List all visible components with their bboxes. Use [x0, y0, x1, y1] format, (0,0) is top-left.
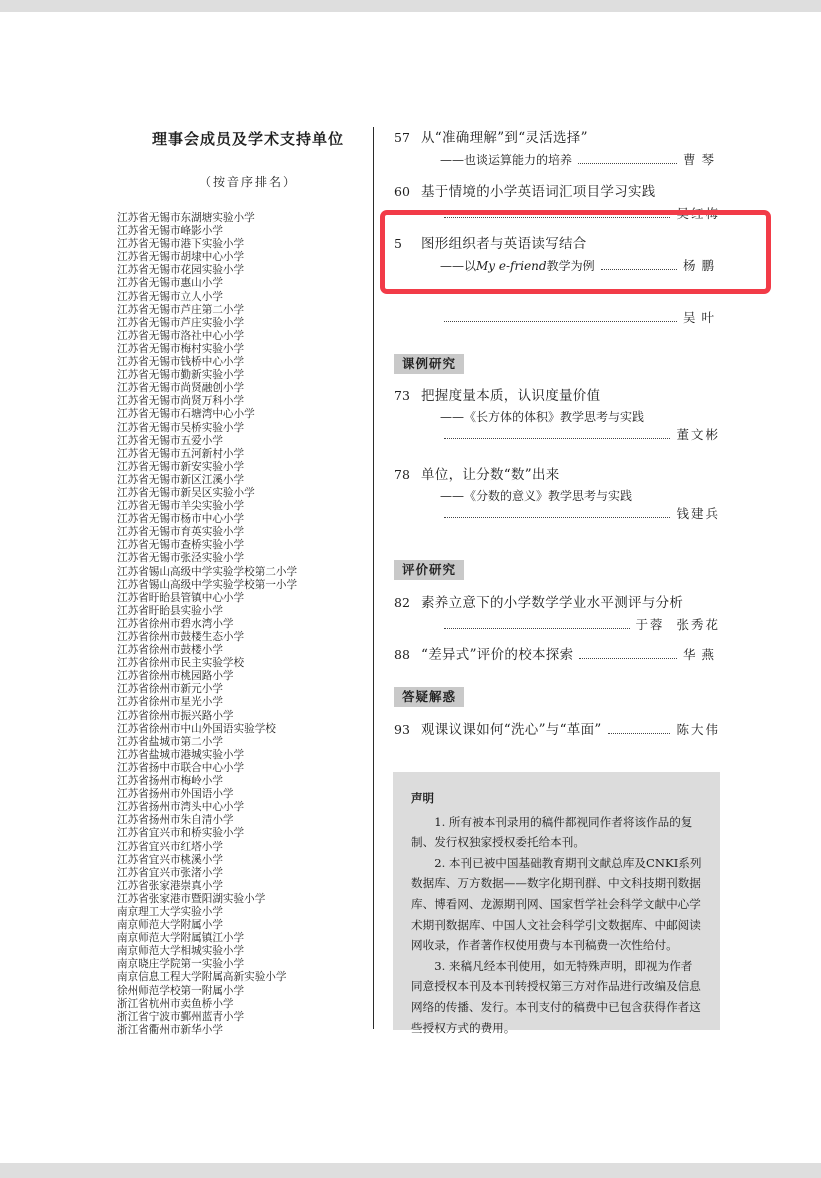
toc-author: 杨鹏	[682, 258, 720, 273]
leader-dots	[444, 517, 670, 518]
member-unit-item: 江苏省扬州市朱自清小学	[117, 814, 234, 827]
member-unit-item: 江苏省无锡市新吴区实验小学	[117, 486, 255, 499]
member-unit-item: 江苏省无锡市五河新村小学	[117, 447, 245, 460]
member-unit-item: 江苏省无锡市石塘湾中心小学	[117, 408, 255, 421]
member-unit-item: 江苏省徐州市星光小学	[117, 696, 223, 709]
member-unit-item: 南京师范大学相城实验小学	[117, 945, 245, 958]
member-unit-item: 江苏省宜兴市张渚小学	[117, 866, 223, 879]
toc-author: 于蓉 张秀花	[635, 617, 720, 632]
member-unit-item: 江苏省无锡市洛社中心小学	[117, 329, 245, 342]
member-unit-item: 江苏省宜兴市红塔小学	[117, 840, 223, 853]
column-divider	[373, 127, 374, 1029]
member-unit-item: 南京理工大学实验小学	[117, 905, 223, 918]
toc-subtitle: ——《长方体的体积》教学思考与实践	[440, 410, 645, 424]
toc-entry-78[interactable]	[394, 463, 720, 526]
member-units-list	[117, 212, 367, 1037]
member-unit-item: 江苏省锡山高级中学实验学校第一小学	[117, 578, 298, 591]
toc-author: 吴红梅	[676, 206, 720, 221]
toc-title: 从“准确理解”到“灵活选择”	[421, 130, 588, 146]
toc-entry-88[interactable]	[394, 643, 720, 667]
section-header-assessment-study: 评价研究	[394, 560, 464, 580]
toc-entry-57[interactable]	[394, 126, 720, 168]
member-unit-item: 江苏省无锡市新区江溪小学	[117, 473, 245, 486]
notice-paragraph-2: 2. 本刊已被中国基础教育期刊文献总库及CNKI系列数据库、万方数据——数字化期刊群、中文科技期刊数据库、博看网、龙源期刊网、国家哲学社会科学文献中心学术期刊数据库、中国人文社会科学引文数据库、中邮阅读网收录，作者著作权使用费与本刊稿费一次性给付。	[411, 855, 702, 953]
member-unit-item: 江苏省无锡市芦庄实验小学	[117, 316, 245, 329]
leader-dots	[444, 628, 630, 629]
member-unit-item: 江苏省盐城市港城实验小学	[117, 748, 245, 761]
member-unit-item: 江苏省无锡市梅村实验小学	[117, 342, 245, 355]
bottom-page-edge	[0, 1163, 821, 1178]
member-unit-item: 江苏省扬州市梅岭小学	[117, 775, 223, 788]
member-unit-item: 南京师范大学附属小学	[117, 919, 223, 932]
member-unit-item: 江苏省无锡市峰影小学	[117, 225, 223, 238]
toc-entry-93[interactable]	[394, 718, 720, 742]
toc-entry-68[interactable]	[394, 308, 720, 330]
notice-paragraph-1: 1. 所有被本刊录用的稿件都视同作者将该作品的复制、发行权独家授权委托给本刊。	[411, 814, 693, 850]
toc-page-number: 60	[394, 184, 410, 199]
member-unit-item: 浙江省宁波市鄞州蓝青小学	[117, 1010, 245, 1023]
copyright-notice-box	[393, 772, 720, 1035]
member-unit-item: 江苏省徐州市碧水湾小学	[117, 617, 234, 630]
member-unit-item: 江苏省锡山高级中学实验学校第二小学	[117, 565, 298, 578]
member-unit-item: 江苏省无锡市杨市中心小学	[117, 513, 245, 526]
member-unit-item: 江苏省扬州市湾头中心小学	[117, 801, 245, 814]
member-unit-item: 江苏省无锡市东湖塘实验小学	[117, 212, 255, 224]
member-unit-item: 江苏省无锡市芦庄第二小学	[117, 303, 245, 316]
toc-subtitle: ——也谈运算能力的培养	[440, 153, 573, 167]
member-unit-item: 江苏省无锡市钱桥中心小学	[117, 356, 245, 369]
toc-entry-73[interactable]	[394, 384, 720, 447]
member-unit-item: 江苏省无锡市五爱小学	[117, 434, 223, 447]
member-unit-item: 江苏省徐州市鼓楼生态小学	[117, 631, 245, 643]
toc-page-number: 78	[394, 467, 410, 482]
leader-dots	[444, 438, 670, 439]
member-unit-item: 江苏省无锡市花园实验小学	[117, 264, 245, 277]
toc-author: 曹琴	[682, 152, 720, 167]
section-header-lesson-study: 课例研究	[394, 354, 464, 374]
leader-dots	[579, 658, 677, 659]
notice-title: 声明	[411, 791, 434, 805]
member-unit-item: 南京信息工程大学附属高新实验小学	[117, 971, 287, 984]
member-unit-item: 江苏省徐州市民主实验学校	[117, 657, 245, 670]
toc-title: 图形组织者与英语读写结合	[421, 236, 587, 252]
member-unit-item: 江苏省无锡市胡埭中心小学	[117, 251, 245, 264]
member-unit-item: 江苏省无锡市羊尖实验小学	[117, 500, 245, 513]
member-unit-item: 江苏省盱眙县管镇中心小学	[117, 591, 245, 604]
member-unit-item: 江苏省无锡市育英实验小学	[117, 526, 245, 539]
member-unit-item: 江苏省无锡市新安实验小学	[117, 460, 245, 473]
member-unit-item: 江苏省无锡市惠山小学	[117, 277, 223, 290]
toc-title: “差异式”评价的校本探索	[421, 647, 574, 663]
toc-subtitle-prefix: ——以	[440, 259, 477, 273]
member-unit-item: 江苏省扬中市联合中心小学	[117, 761, 245, 774]
member-units-column	[117, 128, 367, 1037]
member-unit-item: 江苏省盐城市第二小学	[117, 735, 223, 748]
member-unit-item: 南京晓庄学院第一实验小学	[117, 958, 245, 971]
member-unit-item: 江苏省张家港崇真小学	[117, 879, 223, 892]
member-unit-item: 江苏省无锡市张泾实验小学	[117, 552, 245, 565]
toc-page-number: 88	[394, 647, 410, 662]
toc-entry-82[interactable]	[394, 591, 720, 637]
leader-dots	[608, 733, 671, 734]
member-unit-item: 江苏省无锡市吴桥实验小学	[117, 421, 245, 434]
member-unit-item: 江苏省无锡市查桥实验小学	[117, 539, 245, 552]
member-unit-item: 江苏省徐州市桃园路小学	[117, 670, 234, 683]
notice-paragraph-3: 3. 来稿凡经本刊使用，如无特殊声明，即视为作者同意授权本刊及本刊转授权第三方对作品进行改编及信息网络的传播、发行。本刊支付的稿费中已包含获得作者这些授权方式的费用。	[411, 958, 701, 1035]
member-unit-item: 南京师范大学附属镇江小学	[117, 932, 245, 945]
toc-page-number: 5	[394, 236, 402, 251]
member-unit-item: 江苏省徐州市中山外国语实验学校	[117, 722, 276, 735]
toc-author: 董文彬	[676, 427, 720, 442]
member-unit-item: 江苏省盱眙县实验小学	[117, 604, 223, 617]
leader-dots	[578, 163, 677, 164]
member-unit-item: 徐州师范学校第一附属小学	[117, 984, 245, 997]
toc-page-number: 82	[394, 595, 410, 610]
toc-subtitle-suffix: 教学为例	[546, 259, 595, 273]
toc-title: 素养立意下的小学数学学业水平测评与分析	[421, 595, 684, 611]
member-unit-item: 江苏省无锡市立人小学	[117, 290, 223, 303]
toc-page-number: 57	[394, 130, 410, 145]
member-unit-item: 浙江省杭州市卖鱼桥小学	[117, 997, 234, 1010]
member-unit-item: 江苏省无锡市港下实验小学	[117, 238, 245, 251]
member-unit-item: 江苏省徐州市振兴路小学	[117, 709, 234, 722]
member-unit-item: 江苏省宜兴市和桥实验小学	[117, 827, 245, 840]
member-unit-item: 江苏省无锡市尚贤融创小学	[117, 382, 245, 395]
toc-author: 钱建兵	[676, 506, 720, 521]
red-highlight-box	[380, 210, 771, 294]
member-unit-item: 江苏省徐州市鼓楼小学	[117, 644, 223, 657]
toc-title: 基于情境的小学英语词汇项目学习实践	[421, 184, 656, 200]
member-unit-item: 浙江省衢州市新华小学	[117, 1023, 223, 1036]
member-unit-item: 江苏省扬州市外国语小学	[117, 788, 234, 801]
toc-subtitle-italic: My e-friend	[476, 259, 547, 273]
section-header-qa: 答疑解惑	[394, 687, 464, 707]
toc-author: 华燕	[682, 647, 720, 662]
member-units-title: 理事会成员及学术支持单位	[151, 130, 344, 148]
toc-page-number: 93	[394, 722, 410, 737]
top-page-edge	[0, 0, 821, 12]
toc-page-number: 73	[394, 388, 410, 403]
toc-title: 单位，让分数“数”出来	[421, 467, 560, 483]
leader-dots	[444, 321, 677, 322]
member-unit-item: 江苏省宜兴市桃溪小学	[117, 853, 223, 866]
member-unit-item: 江苏省徐州市新元小学	[117, 683, 223, 696]
member-unit-item: 江苏省无锡市尚贤万科小学	[117, 395, 245, 408]
toc-title: 观课议课如何“洗心”与“革面”	[421, 722, 602, 738]
toc-subtitle: ——《分数的意义》教学思考与实践	[440, 489, 633, 503]
toc-author: 陈大伟	[676, 722, 720, 737]
member-unit-item: 江苏省无锡市勤新实验小学	[117, 369, 245, 382]
toc-title: 把握度量本质，认识度量价值	[421, 388, 601, 404]
toc-author: 吴叶	[682, 310, 720, 325]
member-units-subtitle: （按音序排名）	[198, 175, 297, 189]
member-unit-item: 江苏省张家港市暨阳湖实验小学	[117, 892, 266, 905]
